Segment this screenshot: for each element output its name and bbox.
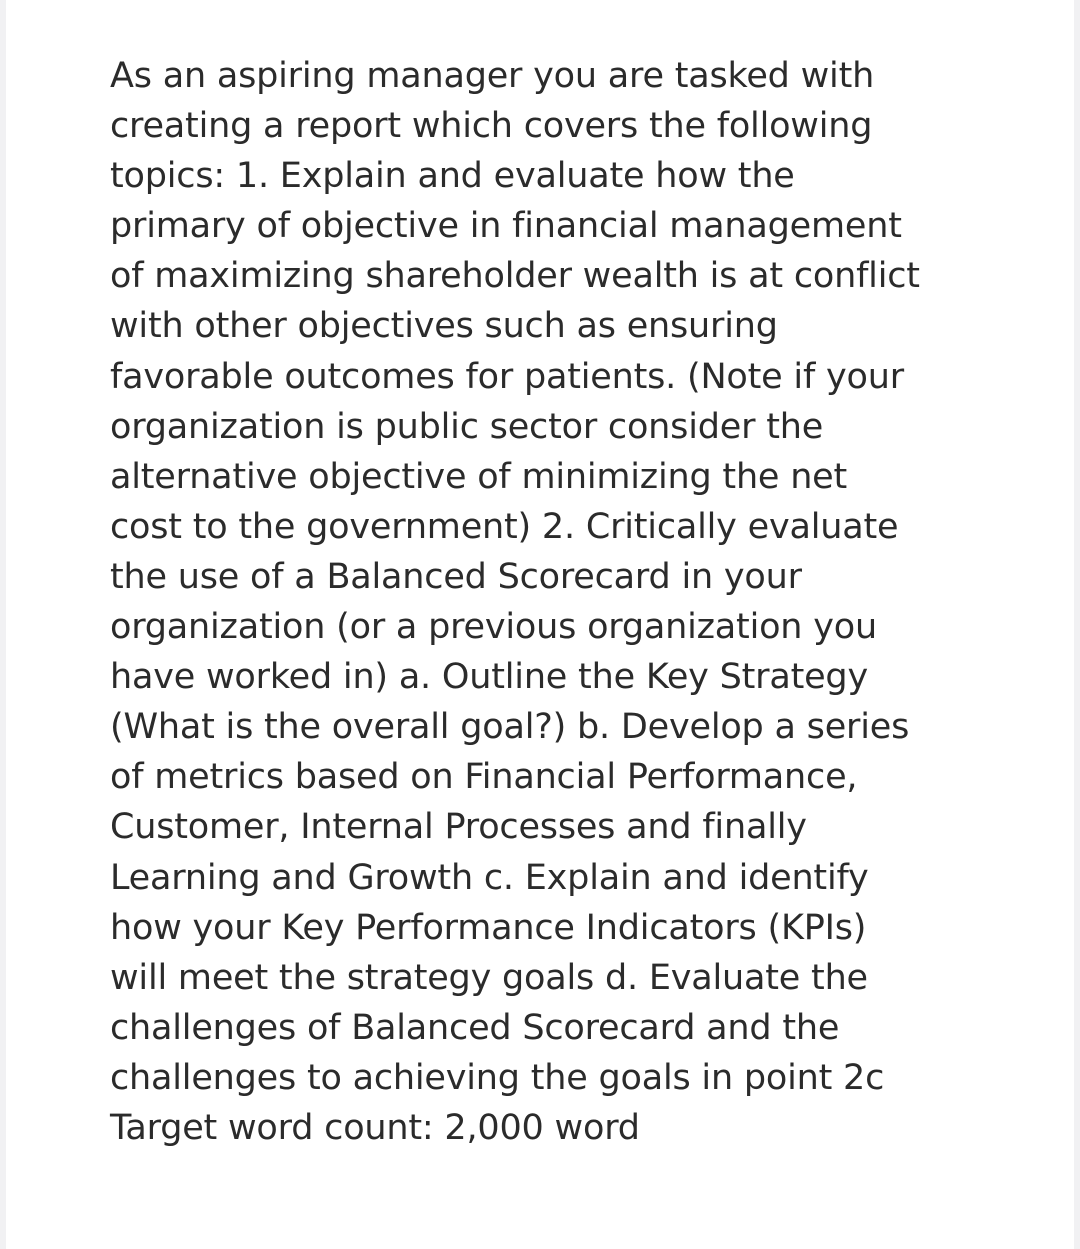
question-text-block xyxy=(110,51,1010,1153)
word-count-line: Target word count: 2,000 word xyxy=(110,1107,640,1148)
question-line: how your Key Performance Indicators (KPIs) xyxy=(110,907,867,948)
question-line: of metrics based on Financial Performance, xyxy=(110,757,858,798)
question-line: the use of a Balanced Scorecard in your xyxy=(110,556,802,597)
question-line: As an aspiring manager you are tasked with xyxy=(110,56,875,96)
question-line: favorable outcomes for patients. (Note if your xyxy=(110,356,904,397)
question-line: challenges to achieving the goals in point 2c xyxy=(110,1057,885,1098)
question-line: primary of objective in financial management xyxy=(110,206,902,247)
question-line: (What is the overall goal?) b. Develop a series xyxy=(110,707,910,748)
question-line: Learning and Growth c. Explain and identify xyxy=(110,857,869,898)
right-edge-border xyxy=(1074,0,1080,1249)
question-line: Customer, Internal Processes and finally xyxy=(110,807,807,848)
question-line: challenges of Balanced Scorecard and the xyxy=(110,1007,840,1048)
question-line: have worked in) a. Outline the Key Strategy xyxy=(110,657,868,698)
question-line: of maximizing shareholder wealth is at conflict xyxy=(110,256,920,297)
question-line: organization is public sector consider the xyxy=(110,406,824,447)
left-edge-border xyxy=(0,0,6,1249)
question-line: alternative objective of minimizing the net xyxy=(110,456,848,497)
question-line: with other objectives such as ensuring xyxy=(110,306,778,347)
question-line: creating a report which covers the following xyxy=(110,106,873,147)
question-line: organization (or a previous organization you xyxy=(110,607,877,648)
question-line: will meet the strategy goals d. Evaluate the xyxy=(110,957,868,998)
question-line: cost to the government) 2. Critically evaluate xyxy=(110,506,899,547)
question-line: topics: 1. Explain and evaluate how the xyxy=(110,156,795,197)
